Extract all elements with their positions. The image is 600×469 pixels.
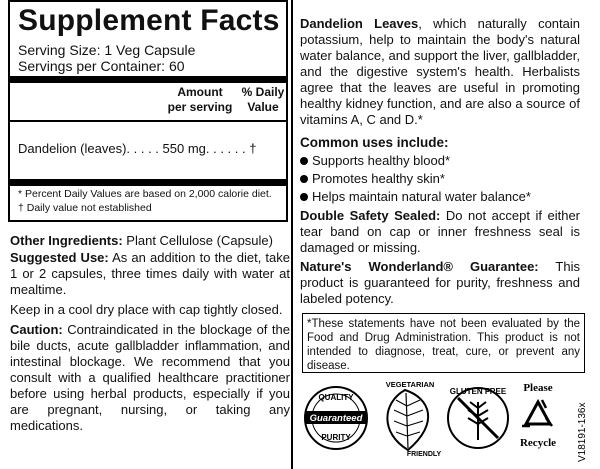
vegetarian-bottom: FRIENDLY [406,451,442,458]
divider-thick-top [10,76,286,83]
divider-thick-bottom [10,179,286,186]
recycle-top: Please [523,382,553,394]
supplement-facts-panel [8,0,288,222]
product-code-text: V18191-136x [577,402,588,462]
bullet-icon [300,157,308,165]
product-code [574,380,588,464]
guarantee: Nature's Wonderland® Guarantee: This product is guaranteed for purity, freshness and labeled potency. [300,259,580,306]
use-item: Supports healthy blood* [300,153,450,169]
other-ingredients: Other Ingredients: Plant Cellulose (Capsule) [10,233,273,248]
left-column [8,0,290,469]
footnote-daily-values: * Percent Daily Values are based on 2,000 calorie diet. [18,188,272,200]
column-header-amount: Amount per serving [167,85,233,114]
bullet-icon [300,193,308,201]
certification-logos [300,378,570,458]
gluten-free-icon [448,387,508,448]
recycle-icon [520,382,556,449]
quality-seal-top: QUALITY [318,393,354,402]
suggested-use: Suggested Use: As an addition to the diet, take 1 or 2 capsules, three times daily with water at mealtime. [10,250,291,297]
serving-size: Serving Size: 1 Veg Capsule [18,42,196,58]
bullet-icon [300,175,308,183]
supplement-facts-title: Supplement Facts [18,4,280,37]
servings-per-container: Servings per Container: 60 [18,58,185,74]
quality-seal-icon [305,387,367,449]
caution: Caution: Contraindicated in the blockage of the bile ducts, acute gallbladder inflammation, and intestinal blockage. We recommend that you consult with a qualified healthcare practitioner before using herbal products, especially if you are pregnant, nursing, or taking any medications. [10,322,290,433]
vegetarian-top: VEGETARIAN [385,380,435,389]
dandelion-description: Dandelion Leaves, which naturally contain potassium, help to maintain the body's natural water balance, and support the liver, gallbladder, and the digestive system's health. Herbalists agree that the leaves are useful in promoting healthy kidney function, and are also a source of vitamins A, C and D.* [300,16,580,127]
column-divider [291,0,293,469]
common-uses-heading: Common uses include: [300,135,449,150]
recycle-bottom: Recycle [519,437,557,449]
quality-seal-mid: Guaranteed [309,413,363,424]
divider-thin [10,120,286,122]
use-item: Promotes healthy skin* [300,171,445,187]
gluten-free-label: GLUTEN FREE [449,387,507,396]
ingredient-row: Dandelion (leaves). . . . . 550 mg. . . . . . † [18,141,257,156]
quality-seal-bottom: PURITY [321,433,351,442]
vegetarian-leaf-icon [386,380,442,458]
use-item: Helps maintain natural water balance* [300,189,531,205]
storage-instructions: Keep in a cool dry place with cap tightly closed. [10,302,283,317]
fda-disclaimer: *These statements have not been evaluated by the Food and Drug Administration. This product is not intended to diagnose, treat, cure, or prevent any disease. [302,313,585,373]
safety-sealed: Double Safety Sealed: Do not accept if either tear band on cap or inner freshness seal is damaged or missing. [300,208,580,255]
column-header-daily-value: % Daily Value [241,85,285,114]
footnote-not-established: † Daily value not established [18,202,152,214]
